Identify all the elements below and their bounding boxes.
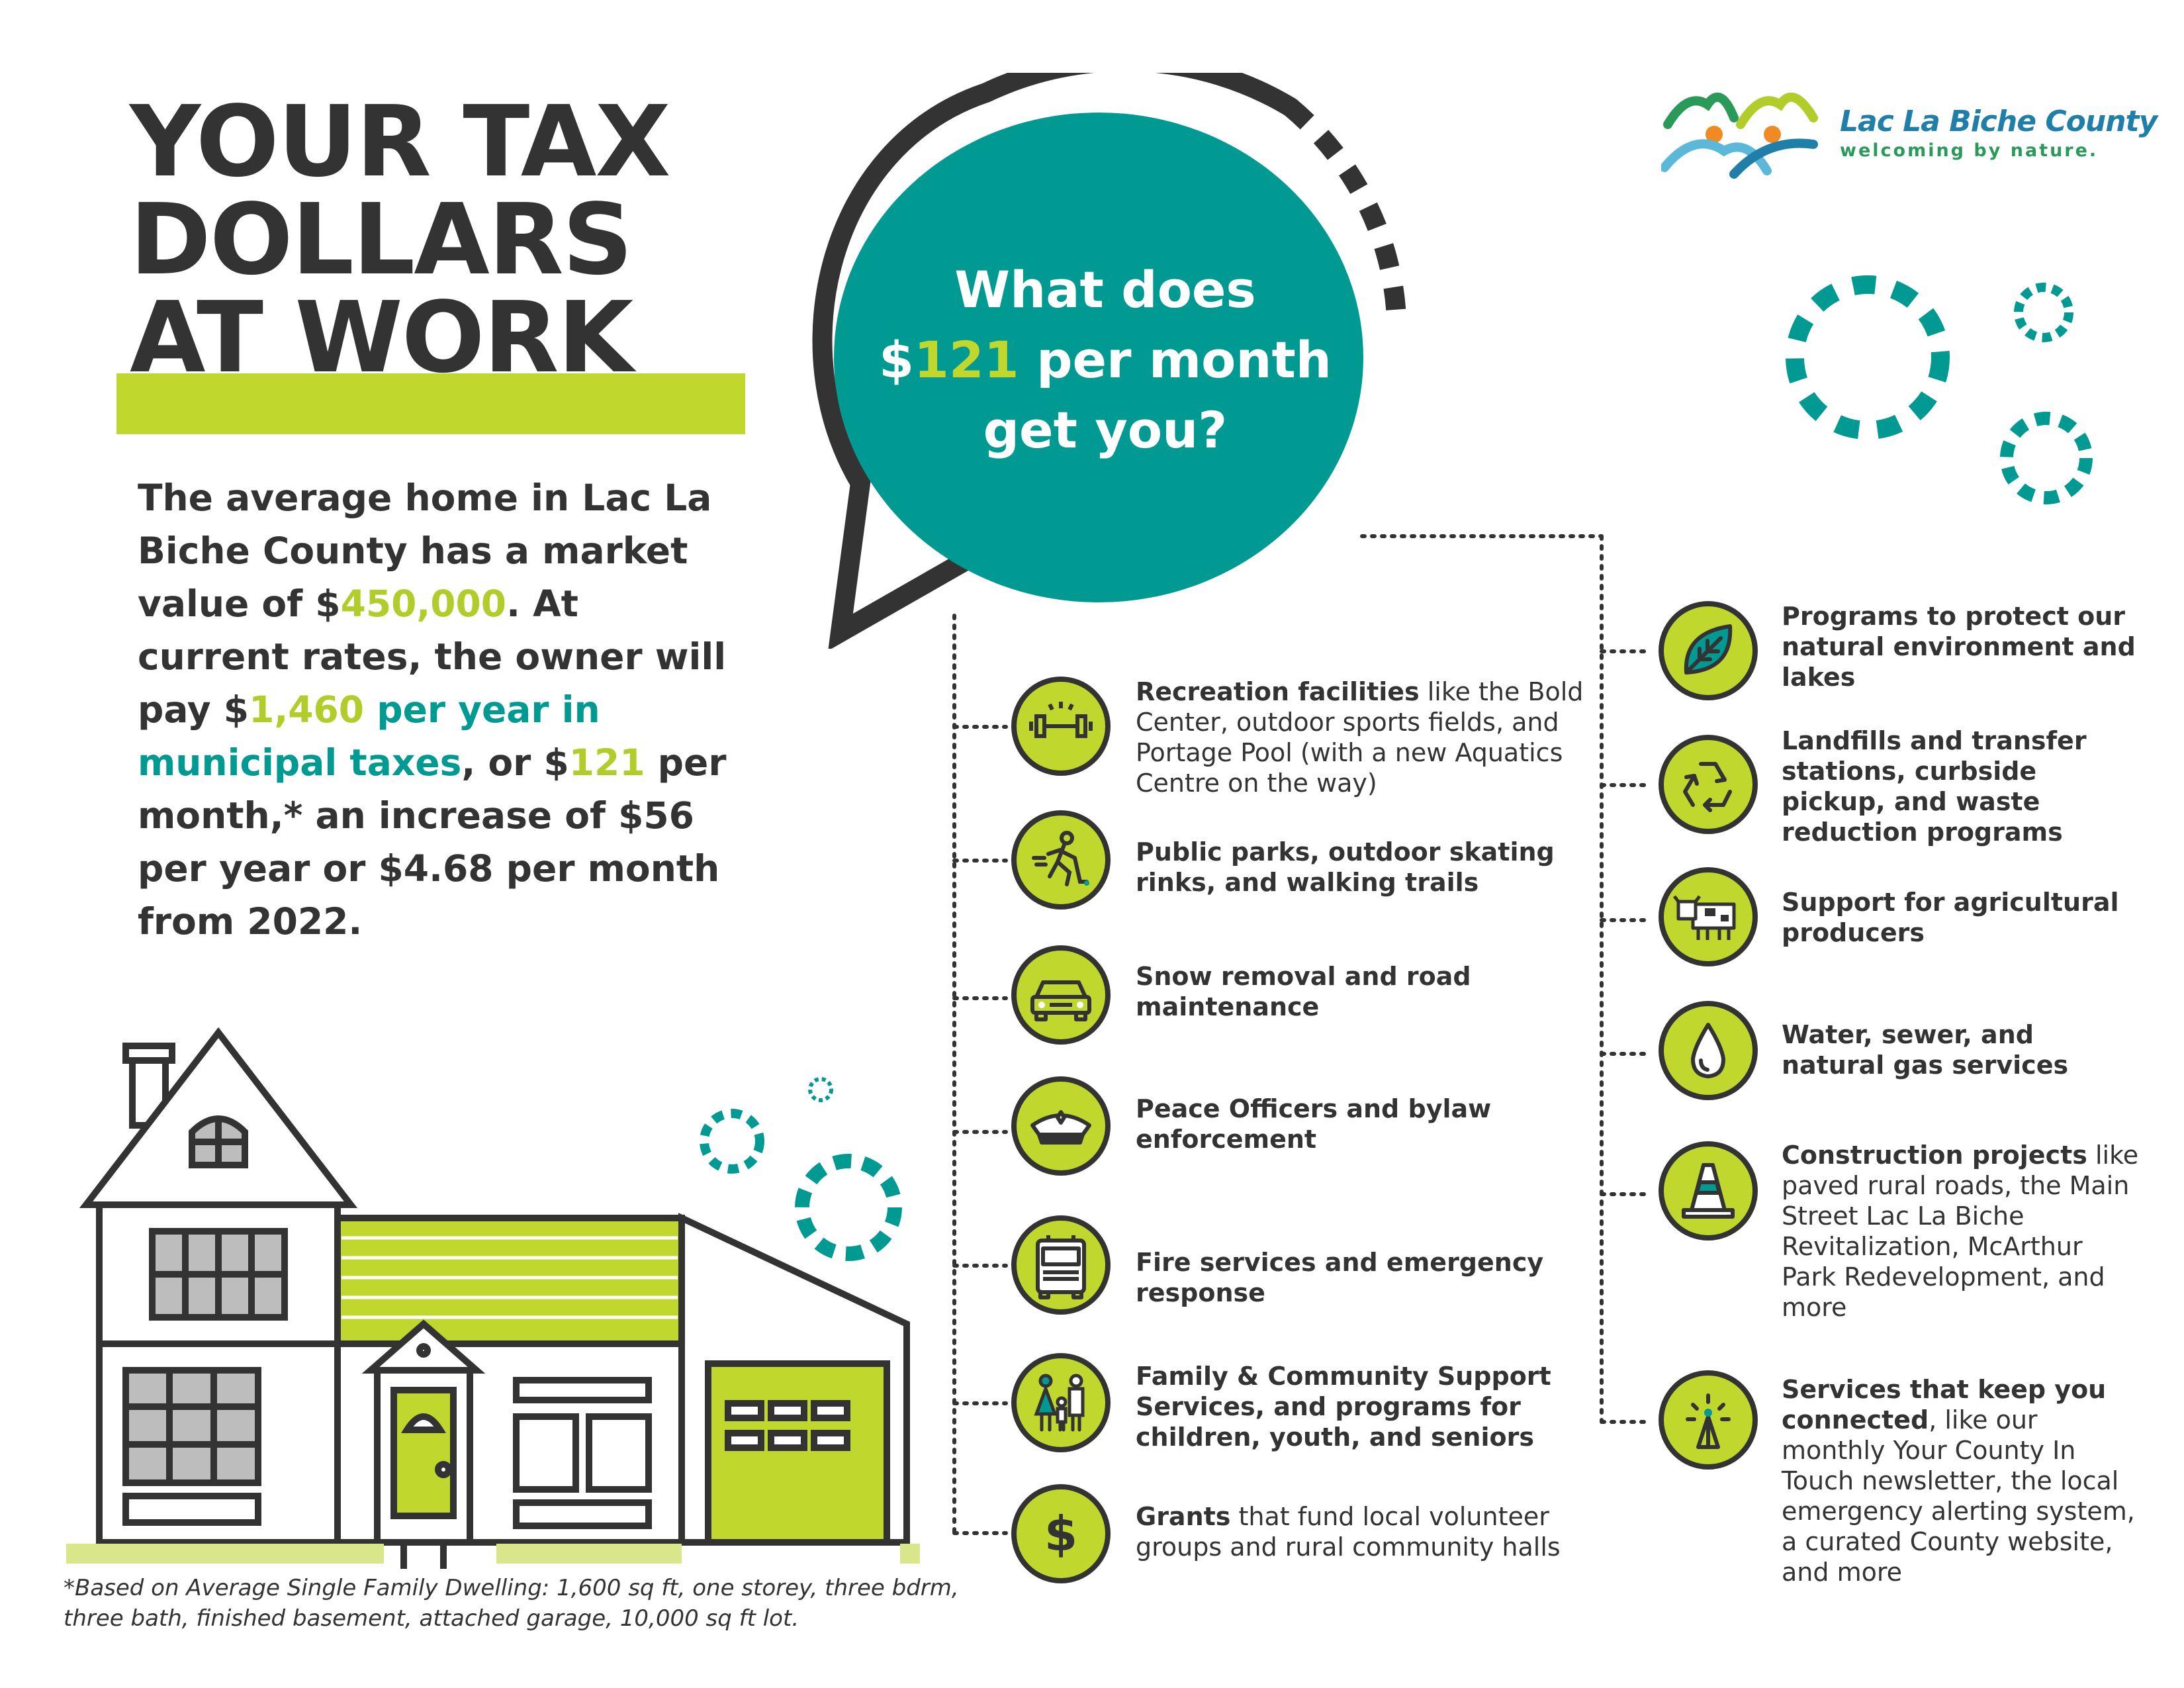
logo-name: Lac La Biche County <box>1840 105 2158 138</box>
family-icon <box>1011 1353 1111 1452</box>
service-description: like the Bold Center, outdoor sports fields, and Portage Pool (with a new Aquatics Centre on the way) <box>1136 677 1584 798</box>
service-title: Programs to protect our natural environment and lakes <box>1782 602 2136 692</box>
logo-tagline: welcoming by nature. <box>1840 140 2099 161</box>
fire-truck-icon <box>1011 1215 1111 1315</box>
traffic-cone-icon <box>1659 1141 1758 1241</box>
annual-tax: 1,460 <box>249 688 365 731</box>
bubble-amount: 121 <box>913 330 1019 389</box>
market-value: 450,000 <box>340 583 507 625</box>
service-fcss <box>1136 1361 1586 1452</box>
title-line-2: DOLLARS <box>130 183 632 297</box>
intro-text-3: , or $ <box>461 741 569 784</box>
signal-tower-icon <box>1659 1370 1758 1470</box>
service-recreation <box>1136 677 1586 798</box>
leaf-icon <box>1659 601 1758 700</box>
intro-text-4: per month,* an increase of $56 per year or $4.68 per month from 2022. <box>138 741 727 943</box>
title-line-3: AT WORK <box>130 281 633 395</box>
house-illustration <box>60 1019 933 1569</box>
service-title: Fire services and emergency response <box>1136 1248 1544 1307</box>
bubble-dollar: $ <box>879 330 914 389</box>
title-line-1: YOUR TAX <box>130 85 670 199</box>
service-title: Peace Officers and bylaw enforcement <box>1136 1094 1492 1154</box>
service-landfills <box>1782 726 2139 847</box>
water-drop-icon <box>1659 1001 1758 1100</box>
service-fire <box>1136 1247 1586 1308</box>
cow-icon <box>1659 867 1758 966</box>
bubble-line-3: get you? <box>983 400 1228 459</box>
service-water <box>1782 1019 2139 1080</box>
recycle-icon <box>1659 735 1758 834</box>
service-title: Water, sewer, and natural gas services <box>1782 1020 2069 1080</box>
footnote: *Based on Average Single Family Dwelling: 1,600 sq ft, one storey, three bdrm, three bath, finished basement, attached garage, 10,000 sq ft lot. <box>64 1575 959 1632</box>
service-title: Family & Community Support Services, and programs for children, youth, and seniors <box>1136 1362 1551 1452</box>
service-title: Grants <box>1136 1502 1231 1531</box>
service-title: Public parks, outdoor skating rinks, and walking trails <box>1136 837 1555 897</box>
service-title: Construction projects <box>1782 1141 2087 1170</box>
service-title: Snow removal and road maintenance <box>1136 962 1471 1021</box>
car-icon <box>1011 945 1111 1045</box>
service-description: like paved rural roads, the Main Street Lac La Biche Revitalization, McArthur Park Redevelopment, and more <box>1782 1141 2139 1322</box>
service-agriculture <box>1782 887 2139 948</box>
service-title: Recreation facilities <box>1136 677 1420 706</box>
intro-highlight-text: per year in municipal taxes <box>138 688 600 784</box>
police-hat-icon <box>1011 1076 1111 1176</box>
intro-text-2: . At current rates, the owner will pay $ <box>138 583 727 731</box>
service-description: , like our monthly Your County In Touch newsletter, the local emergency alerting system, a curated County website, and more <box>1782 1405 2135 1587</box>
service-description: that fund local volunteer groups and rural community halls <box>1136 1502 1561 1562</box>
monthly-tax: 121 <box>569 741 645 784</box>
service-construction <box>1782 1140 2139 1323</box>
service-snow-removal <box>1136 961 1586 1022</box>
service-peace-officers <box>1136 1094 1586 1154</box>
barbell-icon <box>1011 677 1111 776</box>
service-connected <box>1782 1374 2139 1587</box>
service-parks <box>1136 837 1586 898</box>
bubble-line-1: What does <box>954 260 1256 319</box>
intro-text-1: The average home in Lac La Biche County has a market value of $ <box>138 477 712 625</box>
hockey-player-icon <box>1011 810 1111 910</box>
service-title: Support for agricultural producers <box>1782 888 2119 947</box>
svg-text:$: $ <box>1044 1506 1078 1562</box>
service-title: Services that keep you connected <box>1782 1375 2107 1434</box>
dollar-icon <box>1011 1484 1111 1583</box>
service-grants <box>1136 1501 1586 1562</box>
service-title: Landfills and transfer stations, curbside pickup, and waste reduction programs <box>1782 726 2087 847</box>
service-environment <box>1782 601 2139 692</box>
bubble-line-2-rest: per month <box>1019 330 1332 389</box>
